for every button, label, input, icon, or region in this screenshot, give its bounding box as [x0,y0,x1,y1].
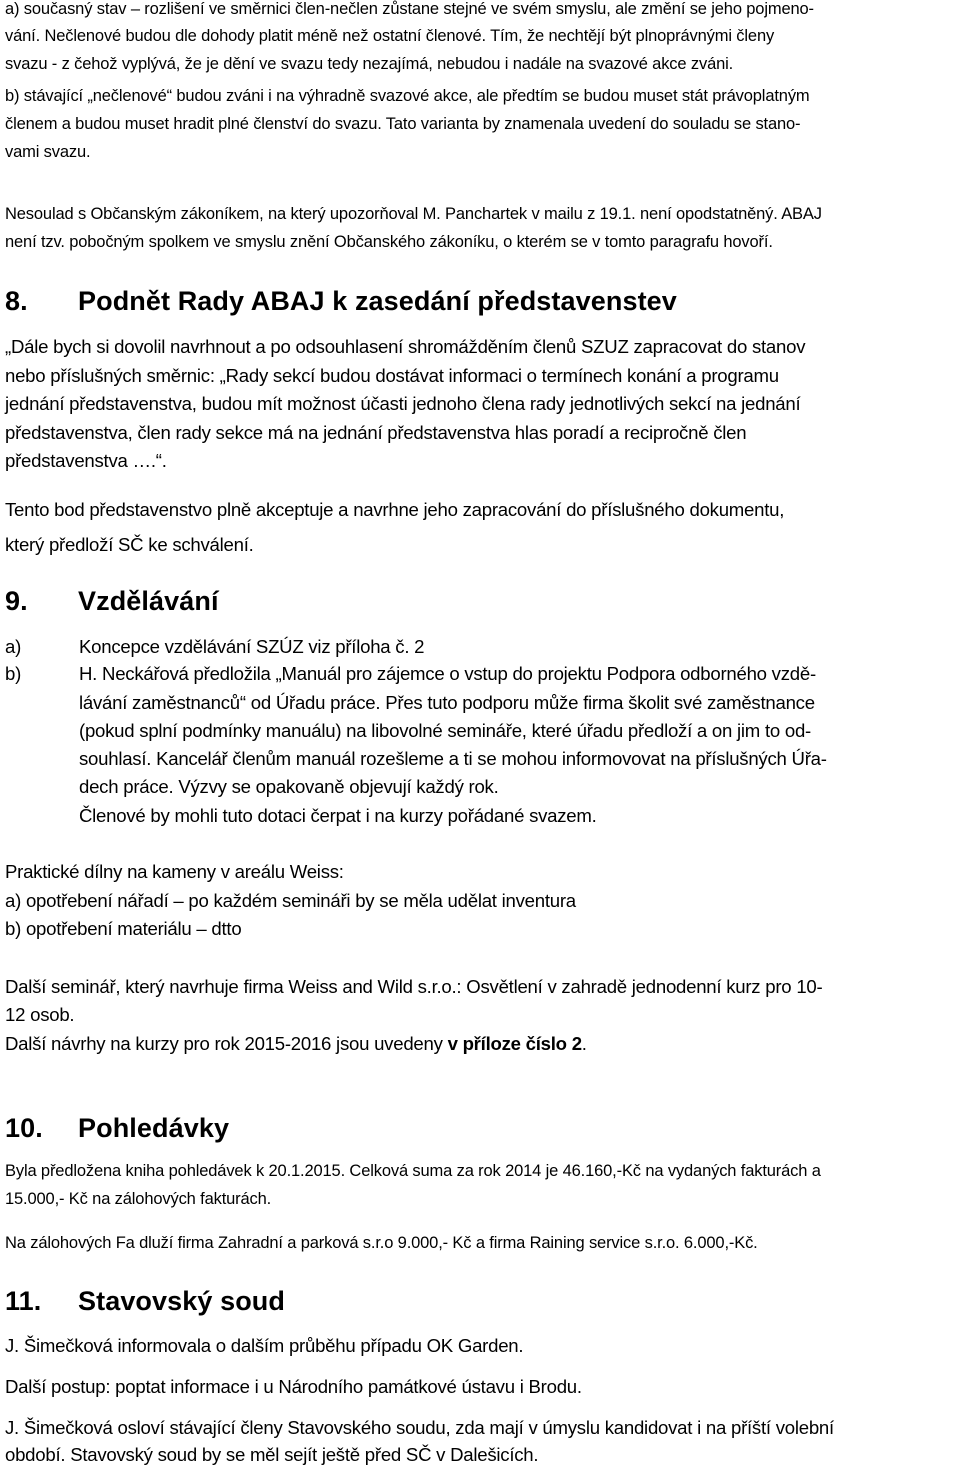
section-title: Podnět Rady ABAJ k zasedání představenstev [78,286,677,316]
courses-suffix: . [581,1033,587,1054]
paragraph-line: a) současný stav – rozlišení ve směrnici člen-nečlen zůstane stejné ve svém smyslu, ale změní se jeho pojmeno- [5,0,814,18]
paragraph-line: období. Stavovský soud by se měl sejít ještě před SČ v Dalešicích. [5,1444,539,1465]
paragraph-line [5,1033,587,1055]
list-text-line: Členové by mohli tuto dotaci čerpat i na kurzy pořádané svazem. [79,805,597,826]
paragraph-line: Další postup: poptat informace i u Národního památkové ústavu i Brodu. [5,1376,582,1397]
list-text-line: souhlasí. Kancelář členům manuál rozešleme a ti se mohou informovovat na příslušných Úřa- [79,748,827,769]
list-text-line: lávání zaměstnanců“ od Úřadu práce. Přes tuto podporu může firma školit své zaměstnance [79,692,815,713]
paragraph-line: 15.000,- Kč na zálohových fakturách. [5,1190,272,1208]
paragraph-line: b) opotřebení materiálu – dtto [5,918,242,939]
paragraph-line: není tzv. pobočným spolkem ve smyslu znění Občanského zákoníku, o kterém se v tomto paragrafu hovoří. [5,233,773,251]
section-number: 11. [5,1286,42,1316]
paragraph-line: Nesoulad s Občanským zákoníkem, na který upozorňoval M. Panchartek v mailu z 19.1. není opodstatněný. ABAJ [5,205,822,223]
list-text: Koncepce vzdělávání SZÚZ viz příloha č. 2 [79,636,425,657]
paragraph-line: J. Šimečková informovala o dalším průběhu případu OK Garden. [5,1335,524,1356]
paragraph-line: Praktické dílny na kameny v areálu Weiss: [5,861,344,882]
paragraph-line: Tento bod představenstvo plně akceptuje a navrhne jeho zapracování do příslušného dokumentu, [5,499,785,520]
list-text-line: (pokud splní podmínky manuálu) na libovolné semináře, které úřadu předloží a on jim to od- [79,720,811,741]
paragraph-line: a) opotřebení nářadí – po každém semináři by se měla udělat inventura [5,890,576,911]
paragraph-line: nebo příslušných směrnic: „Rady sekcí budou dostávat informaci o termínech konání a programu [5,365,779,386]
section-title: Pohledávky [78,1113,230,1143]
section-heading-10 [5,1113,229,1144]
paragraph-line: jednání představenstva, budou mít možnost účasti jednoho člena rady jednotlivých sekcí na jednání [5,393,801,414]
section-heading-8 [5,286,677,317]
section-number: 8. [5,286,28,316]
attachment-reference: v příloze číslo 2 [447,1033,582,1054]
paragraph-line: 12 osob. [5,1004,75,1025]
paragraph-line: vání. Nečlenové budou dle dohody platit méně než ostatní členové. Tím, že nechtějí být plnoprávnými členy [5,27,775,45]
paragraph-line: členem a budou muset hradit plné členství do svazu. Tato varianta by znamenala uvedení do souladu se stano- [5,115,801,133]
list-text: H. Neckářová předložila „Manuál pro zájemce o vstup do projektu Podpora odborného vzdě- [79,663,816,684]
section-title: Vzdělávání [78,586,219,616]
paragraph-line: J. Šimečková osloví stávající členy Stavovského soudu, zda mají v úmyslu kandidovat i na příští volební [5,1417,834,1438]
paragraph-line: svazu - z čehož vyplývá, že je dění ve svazu tedy nezajímá, nebudou i nadále na svazové akce zváni. [5,55,734,73]
paragraph-line: b) stávající „nečlenové“ budou zváni i na výhradně svazové akce, ale předtím se budou muset stát právoplatným [5,87,810,105]
section-heading-11 [5,1286,285,1317]
list-item [5,663,945,687]
paragraph-line: Na zálohových Fa dluží firma Zahradní a parková s.r.o 9.000,- Kč a firma Raining service s.r.o. 6.000,-Kč. [5,1234,758,1252]
list-label: b) [5,663,22,684]
paragraph-line: „Dále bych si dovolil navrhnout a po odsouhlasení shromážděním členů SZUZ zapracovat do stanov [5,336,806,357]
list-label: a) [5,636,22,657]
section-title: Stavovský soud [78,1286,285,1316]
paragraph-line: představenstva ….“. [5,450,167,471]
paragraph-line: představenstva, člen rady sekce má na jednání představenstva hlas poradí a recipročně člen [5,422,747,443]
paragraph-line: vami svazu. [5,143,91,161]
list-item [5,636,945,660]
paragraph-line: Další seminář, který navrhuje firma Weiss and Wild s.r.o.: Osvětlení v zahradě jednodenní kurz pro 10- [5,976,823,997]
list-text-line: dech práce. Výzvy se opakovaně objevují každý rok. [79,776,499,797]
paragraph-line: který předloží SČ ke schválení. [5,534,254,555]
section-number: 9. [5,586,28,616]
section-number: 10. [5,1113,43,1143]
paragraph-line: Byla předložena kniha pohledávek k 20.1.2015. Celková suma za rok 2014 je 46.160,-Kč na vydaných fakturách a [5,1162,821,1180]
courses-text: Další návrhy na kurzy pro rok 2015-2016 jsou uvedeny [5,1033,448,1054]
section-heading-9 [5,586,219,617]
